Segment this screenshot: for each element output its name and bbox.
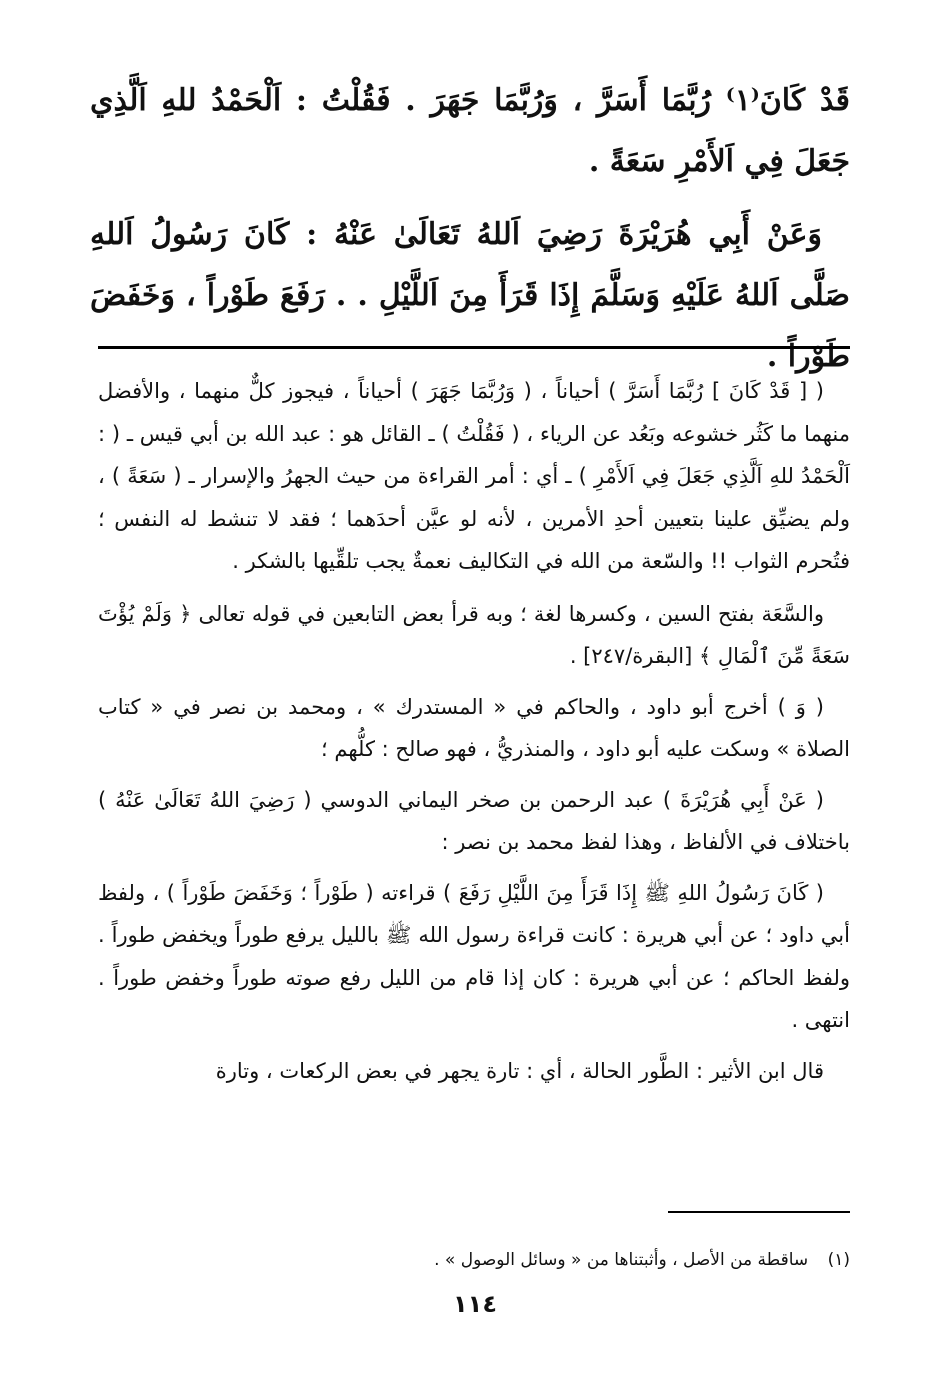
commentary-paragraph-2: والسَّعَة بفتح السين ، وكسرها لغة ؛ وبه قرأ بعض التابعين في قوله تعالى ﴿ وَلَمْ يُؤْتَ سَعَةً مِّنَ ٱلْمَالِ ﴾ [البقرة/٢٤٧] . — [98, 601, 850, 668]
footnote-divider — [668, 1211, 850, 1213]
commentary-paragraph-1: ( [ قَدْ كَانَ ] رُبَّمَا أَسَرَّ ) أحياناً ، ( وَرُبَّمَا جَهَرَ ) أحياناً ، فيجوز كلٌّ منهما ، والأفضل منهما ما كَثُر خشوعه وبَعُد عن الرياء ، ( فَقُلْتُ ) ـ القائل هو : عبد الله بن أبي قيس ـ ( : اَلْحَمْدُ للهِ اَلَّذِي جَعَلَ فِي اَلأَمْرِ ) ـ أي : أمر القراءة من حيث الجهرُ والإسرار ـ ( سَعَةً ) ، ولم يضيِّق علينا بتعيين أحدِ الأمرين ، لأنه لو عيَّن أحدَهما ؛ فقد لا تنشط له النفس ؛ فتُحرم الثواب !! والسّعة من الله في التكاليف نعمةٌ يجب تلقِّيها بالشكر . — [98, 379, 850, 573]
commentary-paragraph-6: قال ابن الأثير : الطَّور الحالة ، أي : تارة يجهر في بعض الركعات ، وتارة — [215, 1058, 824, 1083]
page-number: ١١٤ — [453, 1290, 497, 1318]
commentary-paragraph-3: ( وَ ) أخرج أبو داود ، والحاكم في « المستدرك » ، ومحمد بن نصر في « كتاب الصلاة » وسكت عليه أبو داود ، والمنذريُّ ، فهو صالح : كلُّهم ؛ — [98, 694, 850, 761]
commentary-paragraph-5: ( كَانَ رَسُولُ اللهِ ﷺ إِذَا قَرَأَ مِنَ اللَّيْلِ رَفَعَ ) قراءته ( طَوْراً ؛ وَخَفَضَ طَوْراً ) ، ولفظ أبي داود ؛ عن أبي هريرة : كانت قراءة رسول الله ﷺ بالليل يرفع طوراً ويخفض طوراً . ولفظ الحاكم ؛ عن أبي هريرة : كان إذا قام من الليل رفع صوته طوراً وخفض طوراً . انتهى . — [98, 880, 850, 1032]
main-paragraph-2: وَعَنْ أَبِي هُرَيْرَةَ رَضِيَ اَللهُ تَعَالَىٰ عَنْهُ : كَانَ رَسُولُ اَللهِ صَلَّى اَللهُ عَلَيْهِ وَسَلَّمَ إِذَا قَرَأَ مِنَ اَللَّيْلِ . . رَفَعَ طَوْراً ، وَخَفَضَ طَوْراً . — [90, 217, 850, 374]
footnote — [98, 1245, 850, 1275]
commentary-paragraph-4: ( عَنْ أَبِي هُرَيْرَةَ ) عبد الرحمن بن صخر اليماني الدوسي ( رَضِيَ اللهُ تَعَالَىٰ عَنْهُ ) باختلاف في الألفاظ ، وهذا لفظ محمد بن نصر : — [98, 787, 850, 854]
section-divider — [98, 346, 850, 349]
main-paragraph-1: قَدْ كَانَ⁽١⁾ رُبَّمَا أَسَرَّ ، وَرُبَّمَا جَهَرَ . فَقُلْتُ : اَلْحَمْدُ للهِ اَلَّذِي جَعَلَ فِي اَلأَمْرِ سَعَةً . — [90, 83, 850, 179]
footnote-text: ساقطة من الأصل ، وأثبتناها من « وسائل الوصول » . — [434, 1250, 809, 1270]
footnote-number: (١) — [827, 1250, 850, 1270]
commentary-text — [98, 370, 850, 1100]
main-text — [90, 70, 850, 387]
